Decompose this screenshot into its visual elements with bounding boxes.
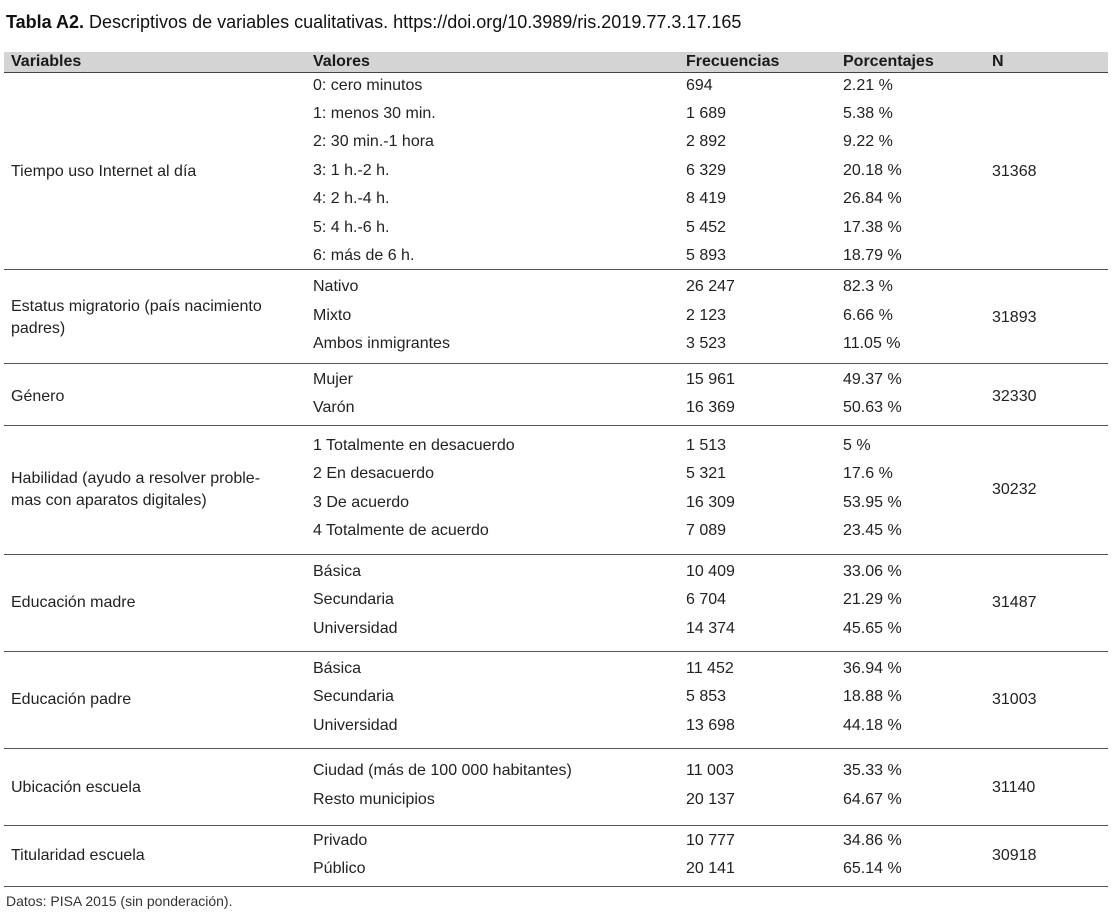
cell-frecuencia: 2 892 [686,133,727,150]
table-row [4,397,1108,425]
cell-frecuencia: 6 704 [686,591,727,608]
table-row [4,188,1108,216]
cell-frecuencia: 6 329 [686,162,727,179]
cell-valor: Ciudad (más de 100 000 habitantes) [313,762,572,779]
cell-n: 30918 [992,847,1037,864]
table-row [4,131,1108,159]
table-footnote: Datos: PISA 2015 (sin ponderación). [6,893,233,909]
cell-valor: 5: 4 h.-6 h. [313,219,390,236]
cell-valor: 0: cero minutos [313,77,423,94]
table-row [4,830,1108,858]
cell-porcentaje: 20.18 % [843,162,902,179]
cell-frecuencia: 5 893 [686,247,727,264]
cell-valor: 4 Totalmente de acuerdo [313,522,489,539]
table-row [4,333,1108,361]
table-row [4,369,1108,397]
cell-valor: 1 Totalmente en desacuerdo [313,437,515,454]
cell-frecuencia: 10 409 [686,563,735,580]
cell-valor: 4: 2 h.-4 h. [313,190,390,207]
cell-porcentaje: 9.22 % [843,133,893,150]
cell-porcentaje: 65.14 % [843,860,902,877]
table-row [4,160,1108,188]
cell-porcentaje: 23.45 % [843,522,902,539]
cell-porcentaje: 49.37 % [843,371,902,388]
cell-porcentaje: 5 % [843,437,871,454]
cell-frecuencia: 26 247 [686,278,735,295]
cell-frecuencia: 8 419 [686,190,727,207]
table-row [4,305,1108,333]
cell-n: 31893 [992,309,1037,326]
cell-porcentaje: 17.38 % [843,219,902,236]
variable-line: Tiempo uso Internet al día [11,163,197,180]
cell-frecuencia: 7 089 [686,522,727,539]
cell-n: 31487 [992,594,1037,611]
variable-line: Educación madre [11,594,136,611]
cell-porcentaje: 33.06 % [843,563,902,580]
header-n: N [992,53,1004,70]
cell-valor: 6: más de 6 h. [313,247,415,264]
table-row [4,103,1108,131]
table-group [4,426,1108,555]
cell-frecuencia: 3 523 [686,335,727,352]
table-group [4,364,1108,426]
cell-porcentaje: 44.18 % [843,717,902,734]
cell-frecuencia: 13 698 [686,717,735,734]
table-row [4,75,1108,103]
cell-frecuencia: 5 853 [686,688,727,705]
table-row [4,245,1108,273]
cell-porcentaje: 82.3 % [843,278,893,295]
cell-valor: Secundaria [313,688,394,705]
cell-porcentaje: 64.67 % [843,791,902,808]
cell-porcentaje: 6.66 % [843,307,893,324]
table-row [4,618,1108,646]
table-row [4,715,1108,743]
cell-porcentaje: 50.63 % [843,399,902,416]
table-row [4,435,1108,463]
cell-valor: Mujer [313,371,354,388]
table-group [4,652,1108,749]
header-valores: Valores [313,53,370,70]
caption-label: Tabla A2. [6,12,85,32]
header-variables: Variables [11,53,82,70]
cell-valor: Universidad [313,717,398,734]
variable-line: Estatus migratorio (país nacimiento [11,298,262,315]
cell-frecuencia: 11 452 [686,660,734,677]
table-group [4,555,1108,652]
cell-frecuencia: 15 961 [686,371,735,388]
cell-valor: Secundaria [313,591,394,608]
cell-valor: 2: 30 min.-1 hora [313,133,434,150]
cell-valor: Ambos inmigrantes [313,335,450,352]
cell-porcentaje: 2.21 % [843,77,893,94]
cell-porcentaje: 36.94 % [843,660,902,677]
table-row [4,217,1108,245]
cell-valor: Mixto [313,307,352,324]
cell-porcentaje: 17.6 % [843,465,893,482]
cell-valor: 3: 1 h.-2 h. [313,162,390,179]
table-row [4,561,1108,589]
table-group [4,749,1108,826]
cell-porcentaje: 18.88 % [843,688,902,705]
header-porcentajes: Porcentajes [843,53,934,70]
cell-frecuencia: 20 137 [686,791,735,808]
cell-frecuencia: 5 321 [686,465,727,482]
variable-line: Género [11,388,65,405]
cell-porcentaje: 26.84 % [843,190,902,207]
table-row [4,520,1108,548]
cell-porcentaje: 5.38 % [843,105,893,122]
variable-line: Educación padre [11,691,132,708]
cell-valor: 2 En desacuerdo [313,465,434,482]
table-group [4,270,1108,364]
cell-frecuencia: 11 003 [686,762,734,779]
table-caption [6,12,741,33]
cell-valor: Universidad [313,620,398,637]
table-row [4,789,1108,817]
cell-valor: Varón [313,399,355,416]
cell-valor: Privado [313,832,368,849]
cell-valor: Básica [313,660,362,677]
cell-frecuencia: 20 141 [686,860,735,877]
table-group [4,826,1108,887]
cell-valor: Resto municipios [313,791,435,808]
cell-n: 31003 [992,691,1037,708]
cell-porcentaje: 18.79 % [843,247,902,264]
cell-frecuencia: 16 369 [686,399,735,416]
variable-line: mas con aparatos digitales) [11,492,207,509]
variable-line: Habilidad (ayudo a resolver proble- [11,470,261,487]
variable-line: Ubicación escuela [11,779,141,796]
cell-porcentaje: 21.29 % [843,591,902,608]
table-group [4,73,1108,270]
cell-frecuencia: 5 452 [686,219,727,236]
cell-frecuencia: 1 689 [686,105,727,122]
cell-porcentaje: 35.33 % [843,762,902,779]
cell-valor: 3 De acuerdo [313,494,410,511]
table-row [4,276,1108,304]
table-header [4,52,1108,73]
cell-valor: Básica [313,563,362,580]
cell-n: 31140 [992,779,1036,796]
cell-porcentaje: 34.86 % [843,832,902,849]
caption-text: Descriptivos de variables cualitativas. https://doi.org/10.3989/ris.2019.77.3.17.165 [89,12,742,32]
table-row [4,589,1108,617]
cell-frecuencia: 2 123 [686,307,727,324]
cell-valor: Público [313,860,366,877]
variable-line: Titularidad escuela [11,847,145,864]
cell-frecuencia: 16 309 [686,494,735,511]
cell-valor: 1: menos 30 min. [313,105,436,122]
cell-n: 32330 [992,388,1037,405]
cell-n: 30232 [992,481,1037,498]
cell-porcentaje: 53.95 % [843,494,902,511]
cell-frecuencia: 1 513 [686,437,727,454]
cell-valor: Nativo [313,278,359,295]
table-row [4,858,1108,886]
cell-frecuencia: 10 777 [686,832,735,849]
table-row [4,760,1108,788]
cell-frecuencia: 694 [686,77,713,94]
table-row [4,686,1108,714]
descriptives-table [4,52,1108,887]
table-row [4,463,1108,491]
cell-porcentaje: 11.05 % [843,335,901,352]
table-row [4,492,1108,520]
cell-n: 31368 [992,163,1037,180]
variable-line: padres) [11,320,66,337]
cell-frecuencia: 14 374 [686,620,735,637]
cell-porcentaje: 45.65 % [843,620,902,637]
header-frecuencias: Frecuencias [686,53,780,70]
table-row [4,658,1108,686]
